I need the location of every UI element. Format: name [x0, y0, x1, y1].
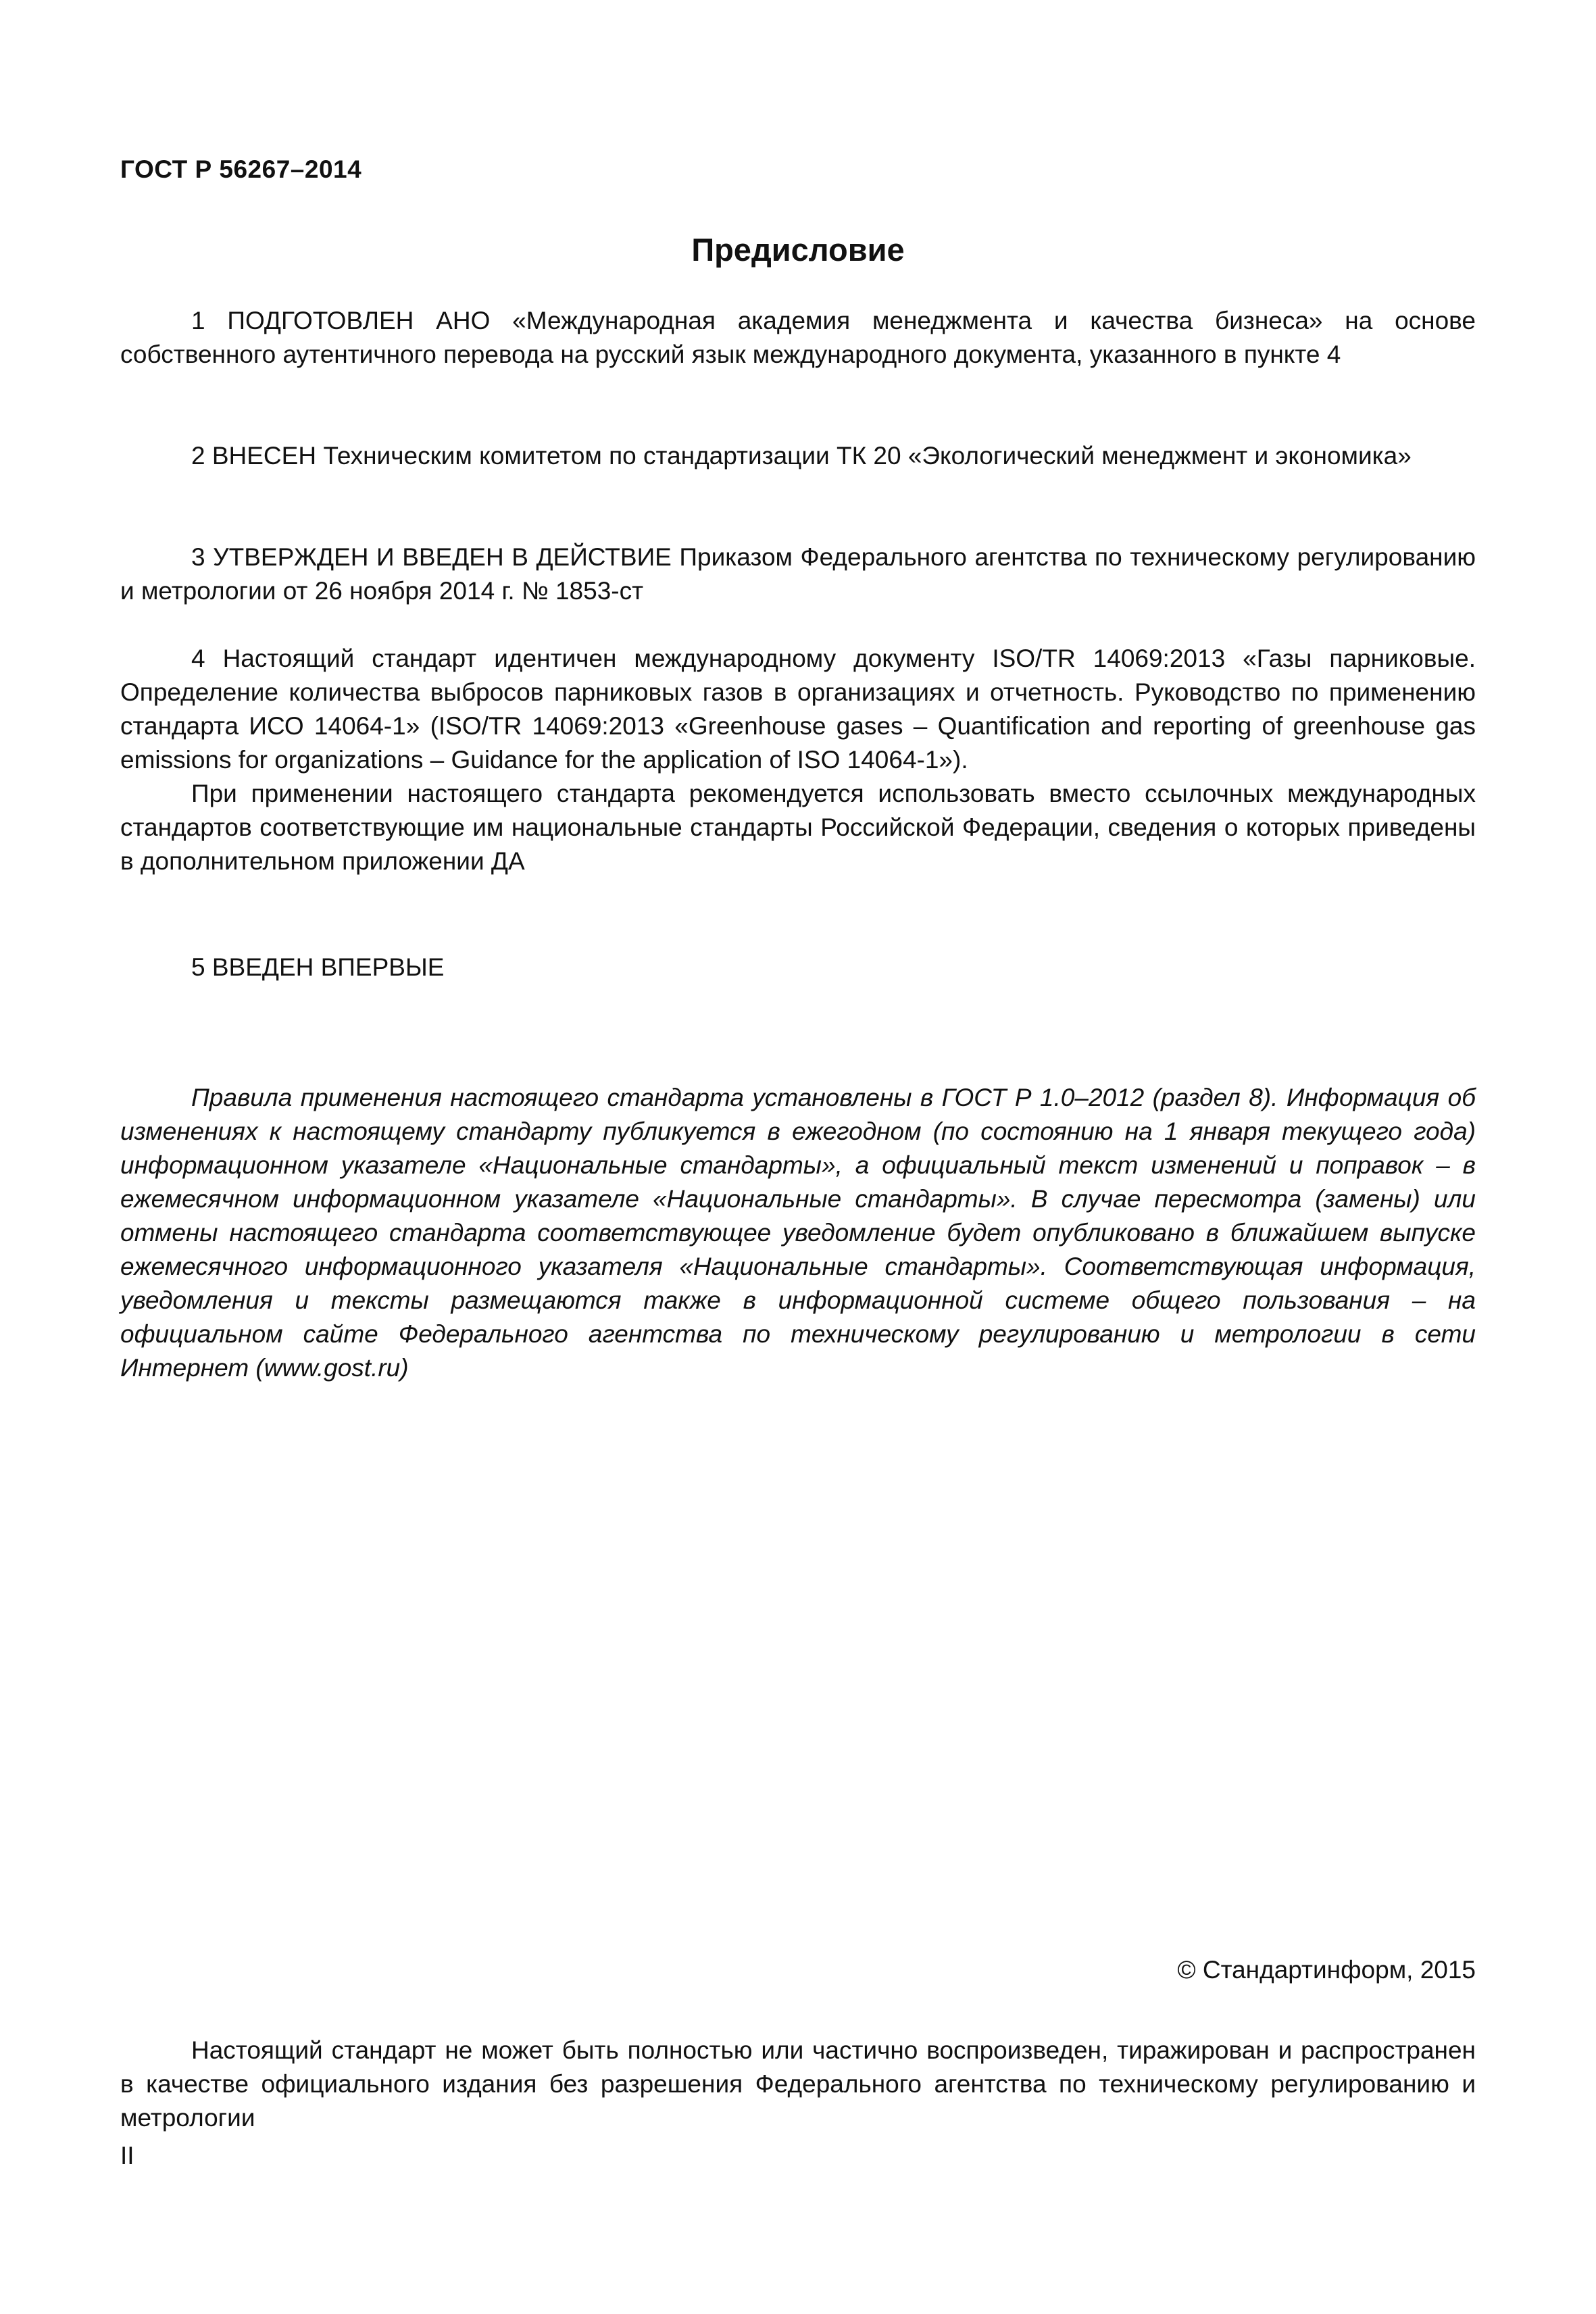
paragraph-approved	[120, 540, 1476, 608]
page-number: II	[120, 2142, 134, 2169]
paragraph-submitted-by	[120, 439, 1476, 473]
paragraph-text: При применении настоящего стандарта рекомендуется использовать вместо ссылочных международных стандартов соответствующие им национальные стандарты Российской Федерации, сведения о которых приведены в дополнительном приложении ДА	[120, 780, 1476, 875]
paragraph-text: 5 ВВЕДЕН ВПЕРВЫЕ	[191, 953, 445, 981]
paragraph-text: 2 ВНЕСЕН Техническим комитетом по стандартизации ТК 20 «Экологический менеджмент и экономика»	[191, 442, 1412, 470]
section-title: Предисловие	[691, 232, 905, 268]
paragraph-text: 4 Настоящий стандарт идентичен международному документу ISO/TR 14069:2013 «Газы парниковые. Определение количества выбросов парниковых газов в организациях и отчетность. Руководство по применению стандарта ИСО 14064-1» (ISO/TR 14069:2013 «Greenhouse gases – Quantification and reporting of greenhouse gas emissions for organizations – Guidance for the application of ISO 14064-1»).	[120, 645, 1476, 774]
application-rules-note	[120, 1081, 1476, 1385]
paragraph-identical-to	[120, 642, 1476, 878]
paragraph-text: 3 УТВЕРЖДЕН И ВВЕДЕН В ДЕЙСТВИЕ Приказом Федерального агентства по техническому регулированию и метрологии от 26 ноября 2014 г. № 1853-ст	[120, 543, 1476, 605]
paragraph-text: 1 ПОДГОТОВЛЕН АНО «Международная академия менеджмента и качества бизнеса» на основе собственного аутентичного перевода на русский язык международного документа, указанного в пункте 4	[120, 307, 1476, 368]
paragraph-introduced-first-time	[120, 951, 1476, 984]
copyright-notice: © Стандартинформ, 2015	[1177, 1956, 1476, 1984]
reproduction-text: Настоящий стандарт не может быть полностью или частично воспроизведен, тиражирован и распространен в качестве официального издания без разрешения Федерального агентства по техническому регулированию и метрологии	[120, 2036, 1476, 2132]
reproduction-notice	[120, 2034, 1476, 2135]
document-code: ГОСТ Р 56267–2014	[120, 155, 362, 183]
paragraph-prepared-by	[120, 304, 1476, 372]
note-text: Правила применения настоящего стандарта установлены в ГОСТ Р 1.0–2012 (раздел 8). Информация об изменениях к настоящему стандарту публикуется в ежегодном (по состоянию на 1 января текущего года) информационном указателе «Национальные стандарты», а официальный текст изменений и поправок – в ежемесячном информационном указателе «Национальные стандарты». В случае пересмотра (замены) или отмены настоящего стандарта соответствующее уведомление будет опубликовано в ближайшем выпуске ежемесячного информационного указателя «Национальные стандарты». Соответствующая информация, уведомления и тексты размещаются также в информационной системе общего пользования – на официальном сайте Федерального агентства по техническому регулированию и метрологии в сети Интернет (www.gost.ru)	[120, 1084, 1476, 1382]
